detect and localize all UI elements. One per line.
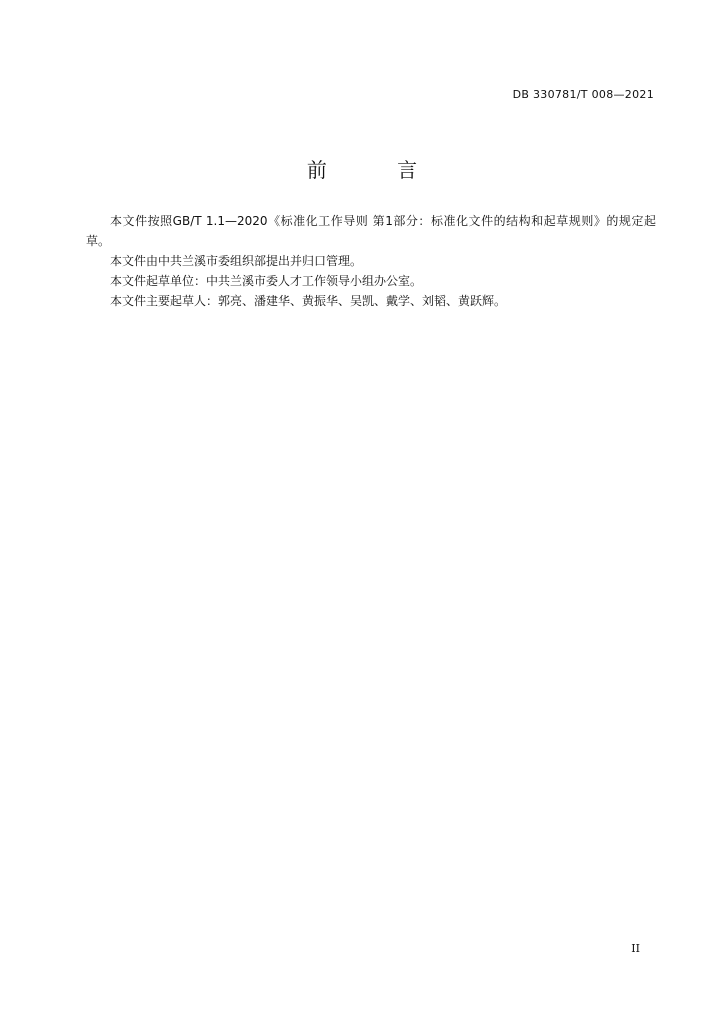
paragraph-drafting-basis: 本文件按照GB/T 1.1—2020《标准化工作导则 第1部分：标准化文件的结构和起草规则》的规定起草。	[86, 214, 656, 248]
paragraph-drafters: 本文件主要起草人：郭亮、潘建华、黄振华、吴凯、戴学、刘韬、黄跃辉。	[110, 294, 507, 308]
page-title: 前 言	[306, 158, 450, 182]
foreword-body	[86, 211, 656, 311]
paragraph-drafting-unit: 本文件起草单位：中共兰溪市委人才工作领导小组办公室。	[110, 274, 423, 288]
page-number: II	[631, 942, 640, 955]
paragraph-proposer: 本文件由中共兰溪市委组织部提出并归口管理。	[110, 254, 363, 268]
document-code: DB 330781/T 008—2021	[512, 88, 654, 101]
